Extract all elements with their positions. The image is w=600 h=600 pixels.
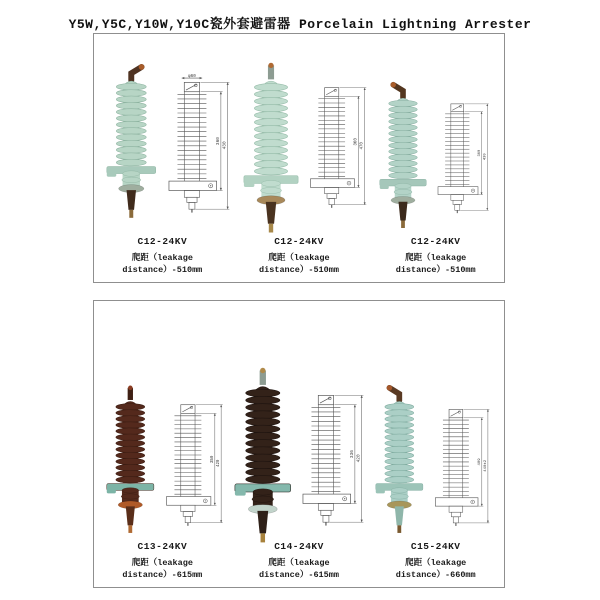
svg-text:430: 430 (483, 153, 488, 161)
leakage-label: 爬距（leakage distance）-660mm (395, 558, 476, 580)
svg-text:360: 360 (354, 138, 359, 146)
leakage-label: 爬距（leakage distance）-615mm (259, 558, 339, 580)
product-figure (106, 63, 232, 221)
panel-lower (93, 300, 505, 588)
arrester-photo (379, 81, 427, 231)
arrester-drawing (163, 73, 233, 216)
product-caption (231, 541, 368, 580)
arrester-drawing (297, 386, 367, 529)
product-figure (234, 366, 367, 546)
page-title: Y5W,Y5C,Y10W,Y10C瓷外套避雷器 Porcelain Lightning Arrester (68, 17, 532, 32)
arrester-photo (106, 63, 157, 221)
arrester-photo (243, 61, 299, 236)
svg-text:420: 420 (216, 459, 221, 467)
product-figure (375, 384, 492, 536)
leakage-label: 爬距（leakage distance）-510mm (395, 253, 476, 275)
model-label: C12-24KV (137, 236, 188, 247)
arrester-photo (106, 384, 155, 536)
model-label: C13-24KV (137, 541, 188, 552)
model-label: C15-24KV (410, 541, 461, 552)
product-caption (367, 541, 504, 580)
svg-text:350: 350 (210, 455, 215, 464)
svg-text:360: 360 (215, 137, 221, 146)
product-caption (367, 236, 504, 275)
panel-upper (93, 33, 505, 283)
product-figure (243, 61, 369, 236)
leakage-label: 爬距（leakage distance）-615mm (122, 558, 203, 580)
svg-text:470: 470 (360, 142, 365, 150)
model-label: C14-24KV (274, 541, 324, 552)
product-figure (379, 81, 492, 231)
svg-text:360: 360 (478, 149, 483, 157)
arrester-drawing (305, 79, 369, 211)
captions-row (94, 236, 504, 275)
svg-text:420: 420 (356, 454, 362, 463)
figures-row (94, 34, 504, 236)
svg-text:440±2: 440±2 (483, 459, 488, 472)
model-label: C12-24KV (410, 236, 461, 247)
product-caption (94, 541, 231, 580)
arrester-drawing (430, 401, 492, 529)
product-figure (106, 384, 226, 536)
leakage-label: 爬距（leakage distance）-510mm (122, 253, 203, 275)
arrester-drawing (433, 96, 492, 216)
svg-text:φ60: φ60 (187, 73, 196, 79)
captions-row (94, 541, 504, 580)
svg-text:336: 336 (349, 450, 355, 459)
leakage-label: 爬距（leakage distance）-510mm (259, 253, 339, 275)
svg-text:430: 430 (222, 141, 228, 150)
product-caption (94, 236, 231, 275)
product-caption (231, 236, 368, 275)
model-label: C12-24KV (274, 236, 324, 247)
arrester-drawing (161, 396, 226, 529)
figures-row (94, 301, 504, 546)
arrester-photo (234, 366, 292, 546)
arrester-photo (375, 384, 424, 536)
svg-text:409: 409 (477, 458, 482, 466)
